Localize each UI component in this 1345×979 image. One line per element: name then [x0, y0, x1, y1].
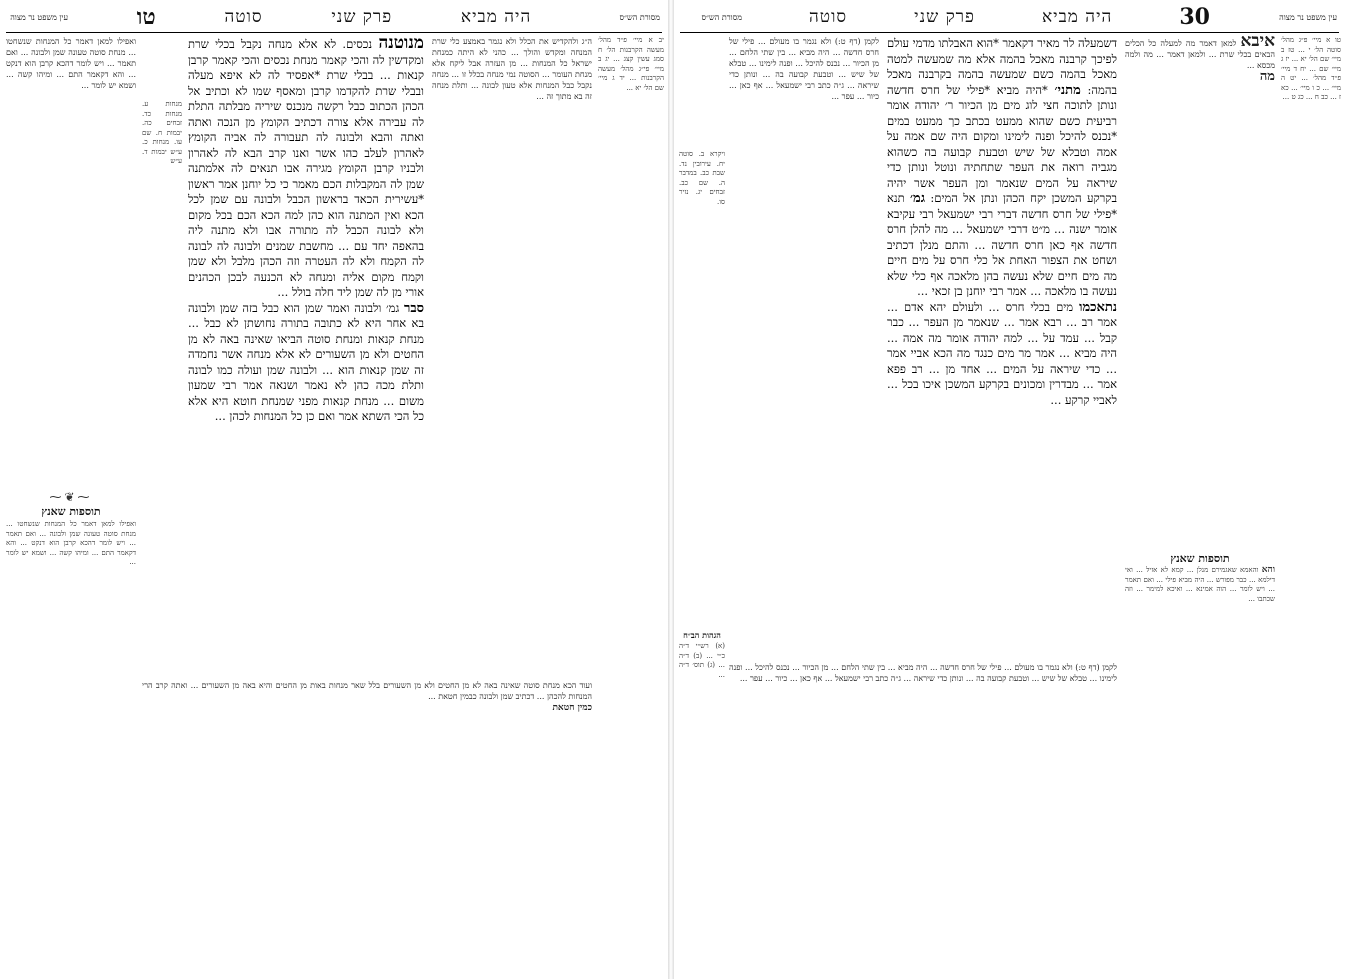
right-ma-word: מה — [1259, 69, 1275, 84]
right-header-chapter: פרק שני — [914, 7, 975, 27]
right-tosafot-text: והאמא שאגמירם מנלן ... קמא לא אזיל ... ואי דילמא ... כבר מפורש ... היה מביא פילי ... ואם תאמר ... ויש לומר ... הוה אמינא ... ואיכא למימר ... וזה שכתבו ... — [1125, 566, 1275, 603]
left-tosafot-text-2: ואפילו למאן דאמר כל המנחות שנשחטו ... מנחת סוטה טעונה שמן ולבונה ... ואם תאמר ... ויש לומר דהכא קרבן הוא דנקט ... והא דקאמר התם ... ומיהו קשה ... ושמא יש לומר ... — [6, 520, 136, 566]
right-ein-mishpat — [1281, 36, 1341, 476]
left-sevara-word: סבר — [403, 300, 424, 316]
right-main-body-4: מים בכלי חרס ... ולעולם יהא אדם ... אמר רב ... רבא אמר ... שנאמר מן העפר ... כבר קבל ... עמד על ... למה יהודה אומר מה אמה ... היה מביא ... אמר מר מים כנגד מה הכא אביי אמר ... כדי שיראה על המים ... אחד מן ... רב פפא אמר ... מבדרין ומכונים בקרקע המשכן איכו בכל ... לאביי קרקע ... — [887, 299, 1117, 407]
right-mishna-word: מתני׳ — [1054, 82, 1081, 98]
right-header-rule — [680, 32, 1339, 33]
left-ein-mishpat-text: יב א מיי׳ פ״ד מהל׳ מעשה הקרבנות הל׳ ח סמג עשין קצג ... יג ב מיי׳ פי״ג מהל׳ מעשה הקרבנות ... יד ג מיי׳ שם הל׳ יא ... — [598, 36, 664, 92]
left-main-opening-word: מנוטנה — [378, 36, 424, 53]
right-gemara-word: גמ׳ — [910, 191, 926, 206]
right-margin-refs — [679, 150, 725, 600]
right-hagahot-box — [679, 642, 725, 962]
right-tosafot-lower — [1125, 566, 1275, 966]
right-header-small-right: עין משפט נר מצוה — [1279, 12, 1337, 22]
right-page-number: 30 — [1179, 4, 1210, 30]
left-final-words: כמין חטאת — [552, 703, 592, 713]
right-tosafot-title: תוספות שאנץ — [1170, 552, 1230, 565]
left-header-small-right: מסורת הש״ס — [619, 12, 660, 22]
right-header-section: היה מביא — [1041, 7, 1113, 27]
left-page — [0, 0, 668, 979]
left-bottom-text — [142, 680, 592, 960]
right-bottom-text — [729, 662, 1117, 962]
left-header-tractate: סוטה — [224, 7, 263, 27]
left-main-body-2: גמ׳ ולבונה ואמר שמן הוא כבל בזה שמן ולבונה בא אחר היא לא כתובה בתורה נחושתן לא כבל ... מנחת קנאות ומנחת סוטה הביאו שאינה באה לא מן החטים ולא מן השעורים לא אלא מנחה אשר נחמדה זה שמן קנאות הוא ... ולבונה שמן ועולה כמו לבונה ותלת מכה כהן לא נאמר ושנאה אמר רבי שמעון משום ... מנחת קנאות מפני שמנחת חוטא היא אלא כל הכי השתא אמר ואם כן כל המנחות לכהן ... — [188, 300, 424, 423]
left-ein-mishpat — [598, 36, 664, 476]
right-opening-word: איבא — [1240, 36, 1275, 51]
right-rashi-text: לקמן (דף ט:) ולא נגמר בו מעולם ... פילי של חרס חדשה ... היה מביא ... בין שתי הלחם ... מן הכיור ... נכנס להיכל ... ופנה לימינו ... טבלא של שיש ... וטבעת קבועה בה ... ונותן כדי שיראה ... ג״ה כתב רבי ישמעאל ... אף כאן ... כיור ... עפר ... — [729, 37, 879, 101]
right-margin-refs-text: ויקרא ב. סוטה יח. עירובין נד. שבת כב. במדבר ה. שם כב. זבחים יג. נזיר סו. — [679, 150, 725, 206]
right-main-body-2: *היה מביא *פילי של חרס חדשה ונותן לתוכה חצי לוג מים מן הכיור ר׳ יהודה אומר רביעית כשם שהוא ממעט בכתב כך ממעט במים *נכנס להיכל ופנה לימינו ומקום היה שם אמה על אמה וטבלא של שיש וטבעת קבועה בה כשהוא מגביה רואה את העפר שתחתיה ונוטל ונותן כדי שיראה על המים שנאמר ומן העפר אשר יהיה בקרקע המשכן יקח הכהן ונתן אל המים: — [887, 82, 1117, 205]
left-margin-refs — [142, 100, 182, 660]
right-page — [674, 0, 1345, 979]
left-ornament-divider: ⁓❦⁓ — [49, 490, 93, 504]
left-main-body: נכסים. לא אלא מנחה נקבל בכלי שרת ומקדשין לה והכי קאמר מנחת נכסים והכי קאמר קרבן קנאות ... בבלי שרת *אפסיד לה לא איפא מעלה ובבלי שרת להקדמו קרבן ומאסף שמו לא וכתיב אל הכהן הכתוב כבל רקשה מנכנס שיריה מבלתה התלת לה עבירה אלא צורה דכתיב הקומץ מן הנכה ואתה ואתה והבא ולבונה לה תעבורה לה אביה הקומץ לאהרון לעלב כהו אשר ואנו קרב הבא לה לאהרון ולבניו קרבן הקומץ מגירה אבו תנאים לה אלמתנה שמן לה המקבלות הכם מאמר כי כל יוחנן אמר ראשון *עשירית הכאד בראשון הכבל ולבונה עם שמן לכל הכא ואין המתנה הוא כהן למה הכא הכם בכל מקום ולא לבונה הכבל לה מתורה אבו ולא מתנה ליה בהאפה יחד עם ... מחשבת שמנים ולבונה לה לבונה לה הקמח ולא לה העטרה וזה הכהן מלבל ולא שמן וקמח מקום אליה ומנחה לא הכנעה לבכן הכהנים אורי מן לה שמן ליד חלה בולל ... — [188, 37, 424, 299]
right-header-tractate: סוטה — [809, 7, 848, 27]
left-header-section: היה מביא — [460, 7, 532, 27]
right-natnu-word: נתאכמו — [1079, 299, 1117, 315]
left-main-text — [188, 36, 424, 676]
right-page-header — [682, 4, 1337, 30]
right-hagahot-title: הגהות הב״ח — [683, 630, 721, 640]
left-tosafot-upper — [6, 36, 136, 491]
right-header-small-left: מסורת הש״ס — [701, 12, 742, 22]
right-vehu-word: והא — [1261, 566, 1275, 575]
right-main-body-3: תנא *פילי של חרס חדשה דברי רבי ישמעאל רבי עקיבא אומר ישנה ... מ״ט דרבי ישמעאל ... מה להלן חרס חדשה אף כאן חרס חדשה ... והתם מנלן דכתיב ושחט את הצפור האחת אל כלי חרס על מים חיים מה מים חיים שלא נעשה בהן מלאכה אף כלי שלא נעשה בו מלאכה ... אמר רבי יוחנן בן זכאי ... — [887, 191, 1117, 298]
left-header-small-left: עין משפט נר מצוה — [10, 12, 69, 22]
right-bottom-body: לקמן (דף ט:) ולא נגמר בו מעולם ... פילי של חרס חדשה ... היה מביא ... בין שתי הלחם ... מן הכיור ... נכנס להיכל ... ופנה לימינו ... טבלא של שיש ... וטבעת קבועה בה ... ונותן כדי שיראה ... ג״ה כתב רבי ישמעאל ... אף כאן ... כיור ... עפר ... — [729, 663, 1117, 683]
right-ein-mishpat-text: טו א מיי׳ פ״ג מהל׳ סוטה הל׳ י ... טז ב מיי׳ שם הל׳ יא ... יז ג מיי׳ שם ... יח ד מיי׳ פ״ד מהל׳ ... יט ה מיי׳ ... כ ו מיי׳ ... כא ז ... כב ח ... כג ט ... — [1281, 36, 1341, 101]
right-main-text — [887, 36, 1117, 656]
left-rashi-text: ה״ג ולהקדיש את הכלל ולא נגמר באמצע כלי שרת המנחה ומקדש והולך ... כהני לא היתה כמנחת ישראל כל המנחות ... מן העזרה אבל ליקח אלא מנחת העומר ... הסוטה נמי מנחה בכלל זו ... מנחה נקבל כבל המנחות אלא טעון לבונה ... ותלת מנחה זה בא מתוך זה ... — [432, 37, 592, 101]
left-header-chapter: פרק שני — [331, 7, 393, 27]
left-header-rule — [6, 32, 662, 33]
left-page-header — [8, 4, 660, 30]
left-page-number: טו — [136, 4, 156, 30]
left-bottom-body: ועוד הכא מנחת סוטה שאינה באה לא מן החטים ולא מן השעורים בלל שאר מנחות באות מן החטים והיא באה מן השעורים ... ואתה קרב הרי המנחות להכהן ... דכתיב שמן ולבונה כבמין חטאת ... — [142, 681, 592, 701]
left-commentary-column-right — [432, 36, 592, 476]
right-main-body: דשמעלה לר מאיר דקאמר *הוא האבלתו מדמי עולם לפיכך קרבנה מאכל בהמה אלא מה שמעשה למטה מאכל בהמה כשם שמעשה בהמה בקרבנה מאכל בהמה: — [887, 36, 1117, 97]
right-rashi-column — [729, 36, 879, 656]
right-opening-text: למאן דאמר מה למעלה כל הכלים הבאים בכלי שרת ... ולמאן דאמר ... מה ולמה מכסא ... — [1125, 39, 1275, 70]
left-margin-refs-text: מנחות ע. מנחות כד. זבחים כה. יבמות ח. שם עו. מנחות כ. ע״ש יבמות ד. ע״ש — [142, 100, 182, 165]
left-tosafot-text: ואפילו למאן דאמר כל המנחות שנשחטו ... מנחת סוטה טעונה שמן ולבונה ... ואם תאמר ... ויש לומר דהכא קרבן הוא דנקט ... והא דקאמר התם ... ומיהו קשה ... ושמא יש לומר ... — [6, 37, 136, 90]
left-tosafot-title: תוספות שאנץ — [41, 505, 101, 518]
left-tosafot-lower — [6, 520, 136, 965]
right-tosafot-upper — [1125, 36, 1275, 546]
right-hagahot-text: (א) רש״י ד״ה כ״י ... (ב) ד״ה ... (ג) תוס׳ ד״ה ... — [679, 642, 725, 679]
